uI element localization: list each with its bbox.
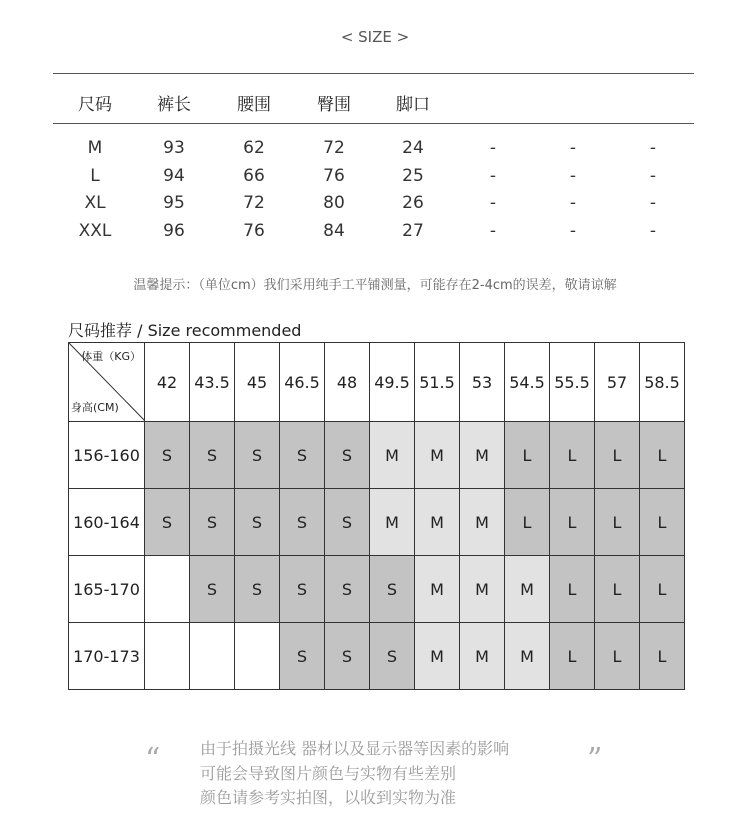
size-cell: S: [190, 422, 235, 489]
table-top-rule: [53, 73, 694, 74]
size-cell: M: [460, 556, 505, 623]
spec-header-waist: 腰围: [237, 95, 271, 115]
spec-cell: -: [569, 138, 577, 158]
spec-header-size: 尺码: [78, 95, 112, 115]
spec-cell: M: [87, 138, 103, 158]
spec-header-hip: 臀围: [317, 95, 351, 115]
size-cell: M: [460, 422, 505, 489]
spec-cell: 25: [402, 166, 424, 186]
weight-header-cell: 42: [145, 343, 190, 422]
spec-row: [53, 221, 694, 247]
size-cell: S: [145, 489, 190, 556]
quote-close-mark: ”: [587, 742, 603, 777]
spec-cell: 66: [243, 166, 265, 186]
spec-cell: -: [569, 193, 577, 213]
weight-header-row: [69, 343, 685, 422]
size-cell: [145, 556, 190, 623]
spec-cell: 94: [163, 166, 185, 186]
spec-cell: 80: [323, 193, 345, 213]
size-cell: S: [370, 623, 415, 690]
weight-header-cell: 43.5: [190, 343, 235, 422]
size-cell: [235, 623, 280, 690]
size-cell: L: [640, 556, 685, 623]
size-cell: L: [550, 556, 595, 623]
spec-cell: 26: [402, 193, 424, 213]
spec-cell: 84: [323, 221, 345, 241]
size-cell: M: [370, 422, 415, 489]
weight-header-cell: 54.5: [505, 343, 550, 422]
size-cell: L: [595, 556, 640, 623]
disclaimer-line-1: 由于拍摄光线 器材以及显示器等因素的影响: [200, 739, 510, 758]
weight-header-cell: 45: [235, 343, 280, 422]
spec-row: [53, 193, 694, 219]
spec-cell: L: [90, 166, 100, 186]
disclaimer-line-3: 颜色请参考实拍图，以收到实物为准: [200, 788, 457, 807]
corner-weight-label: 体重（KG）: [81, 350, 141, 363]
size-cell: S: [235, 489, 280, 556]
weight-header-cell: 53: [460, 343, 505, 422]
size-cell: L: [595, 623, 640, 690]
size-cell: M: [460, 489, 505, 556]
spec-cell: 72: [243, 193, 265, 213]
spec-header-length: 裤长: [157, 95, 191, 115]
height-row: [69, 422, 685, 489]
size-cell: L: [505, 489, 550, 556]
size-cell: L: [550, 422, 595, 489]
size-cell: S: [280, 623, 325, 690]
spec-cell: -: [649, 138, 657, 158]
spec-header-hem: 脚口: [396, 95, 430, 115]
size-cell: M: [505, 623, 550, 690]
size-cell: M: [415, 556, 460, 623]
spec-cell: XL: [84, 193, 106, 213]
spec-cell: 24: [402, 138, 424, 158]
spec-cell: -: [649, 166, 657, 186]
size-cell: L: [640, 623, 685, 690]
corner-height-label: 身高(CM): [71, 401, 119, 414]
weight-header-cell: 55.5: [550, 343, 595, 422]
disclaimer-line-2: 可能会导致图片颜色与实物有些差别: [200, 764, 457, 783]
size-cell: L: [595, 489, 640, 556]
size-cell: S: [325, 422, 370, 489]
size-cell: S: [325, 556, 370, 623]
size-cell: S: [190, 556, 235, 623]
spec-cell: -: [489, 138, 497, 158]
spec-cell: -: [569, 166, 577, 186]
spec-cell: -: [649, 193, 657, 213]
size-cell: S: [280, 489, 325, 556]
height-cell: 160-164: [69, 489, 145, 556]
size-cell: L: [640, 422, 685, 489]
size-cell: M: [460, 623, 505, 690]
spec-cell: -: [489, 166, 497, 186]
size-cell: S: [235, 556, 280, 623]
spec-cell: 72: [323, 138, 345, 158]
spec-row: [53, 138, 694, 164]
size-cell: M: [415, 623, 460, 690]
spec-cell: -: [649, 221, 657, 241]
spec-cell: 27: [402, 221, 424, 241]
height-cell: 170-173: [69, 623, 145, 690]
quote-open-mark: “: [145, 742, 161, 777]
size-cell: S: [235, 422, 280, 489]
spec-header-row: [53, 90, 694, 116]
size-cell: M: [370, 489, 415, 556]
size-cell: S: [280, 556, 325, 623]
size-cell: S: [325, 489, 370, 556]
height-cell: 156-160: [69, 422, 145, 489]
spec-cell: 96: [163, 221, 185, 241]
weight-header-cell: 48: [325, 343, 370, 422]
size-cell: L: [640, 489, 685, 556]
height-row: [69, 623, 685, 690]
size-cell: [190, 623, 235, 690]
weight-header-cell: 49.5: [370, 343, 415, 422]
height-cell: 165-170: [69, 556, 145, 623]
recommend-title: 尺码推荐 / Size recommended: [68, 321, 302, 340]
size-cell: S: [190, 489, 235, 556]
size-cell: S: [370, 556, 415, 623]
size-cell: M: [415, 422, 460, 489]
size-cell: S: [145, 422, 190, 489]
spec-cell: 62: [243, 138, 265, 158]
table-header-rule: [53, 123, 694, 124]
spec-cell: 95: [163, 193, 185, 213]
weight-header-cell: 57: [595, 343, 640, 422]
size-cell: L: [595, 422, 640, 489]
spec-cell: 76: [243, 221, 265, 241]
height-row: [69, 489, 685, 556]
spec-cell: XXL: [78, 221, 112, 241]
size-cell: S: [325, 623, 370, 690]
height-row: [69, 556, 685, 623]
size-cell: L: [550, 489, 595, 556]
spec-cell: -: [489, 221, 497, 241]
size-heading: < SIZE >: [340, 28, 410, 46]
size-recommend-table: [68, 342, 685, 690]
weight-header-cell: 46.5: [280, 343, 325, 422]
size-cell: S: [280, 422, 325, 489]
size-cell: L: [550, 623, 595, 690]
spec-cell: 93: [163, 138, 185, 158]
weight-header-cell: 51.5: [415, 343, 460, 422]
measurement-note: 温馨提示：（单位cm）我们采用纯手工平铺测量，可能存在2-4cm的误差，敬请谅解: [133, 278, 617, 293]
size-cell: M: [415, 489, 460, 556]
weight-header-cell: 58.5: [640, 343, 685, 422]
spec-cell: -: [569, 221, 577, 241]
corner-cell: [69, 343, 145, 422]
size-cell: M: [505, 556, 550, 623]
spec-cell: 76: [323, 166, 345, 186]
spec-row: [53, 166, 694, 192]
spec-cell: -: [489, 193, 497, 213]
size-cell: L: [505, 422, 550, 489]
size-cell: [145, 623, 190, 690]
